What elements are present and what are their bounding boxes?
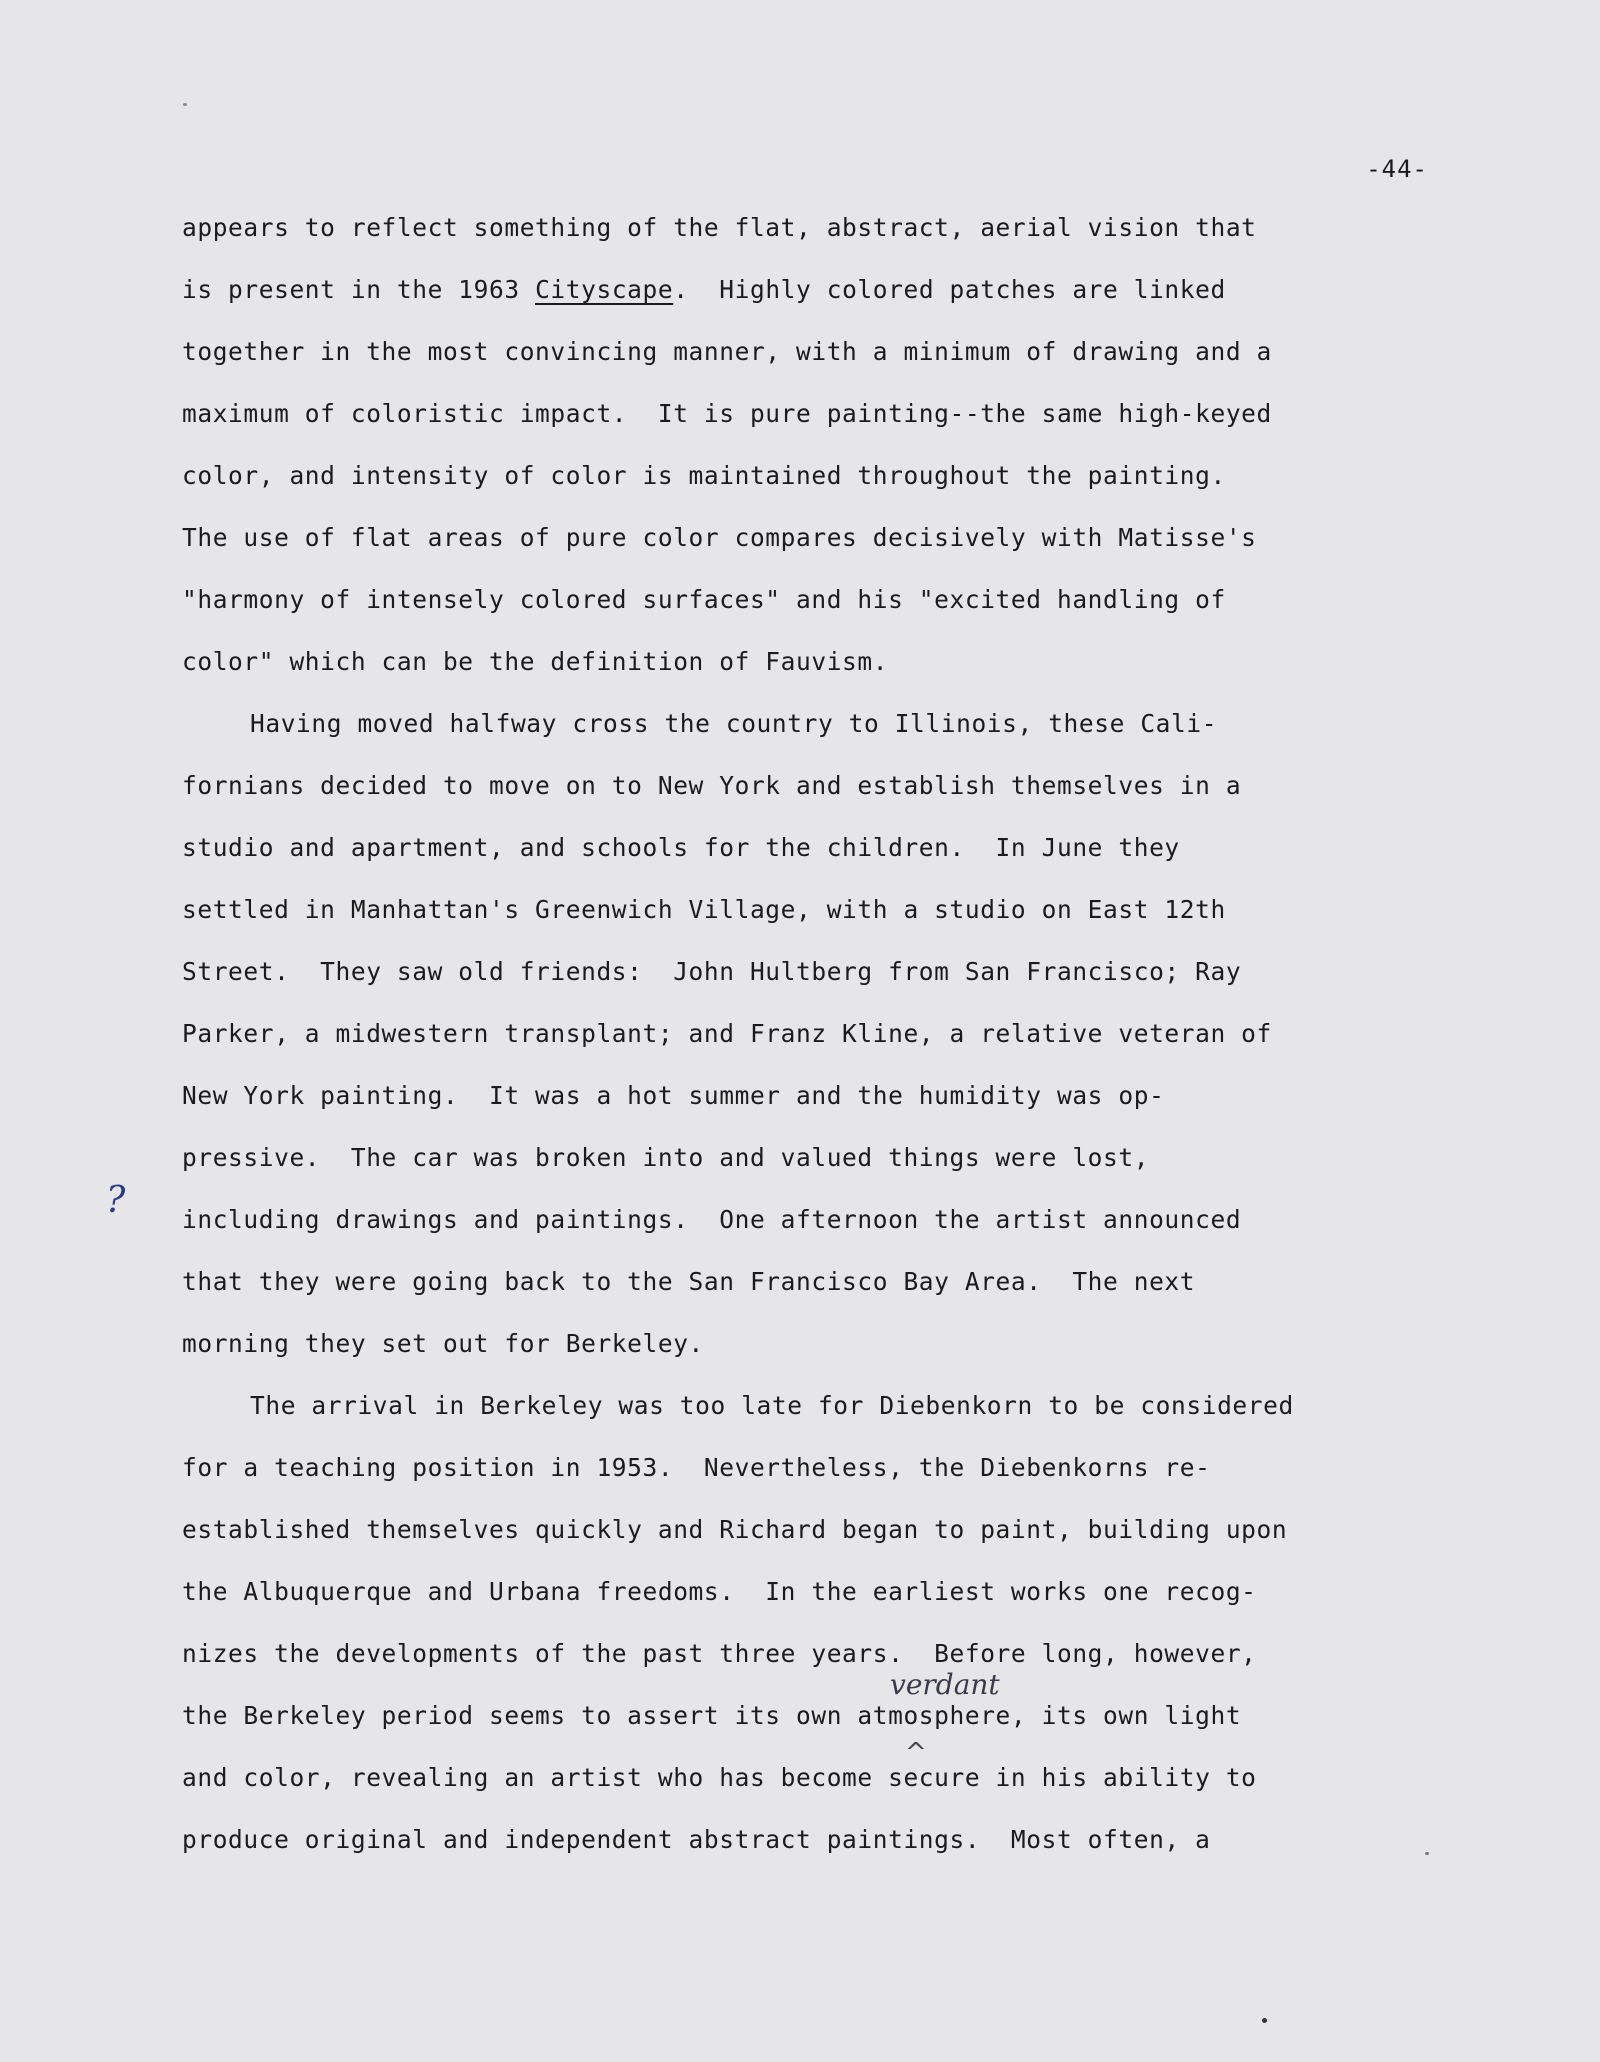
scan-speck — [183, 103, 187, 106]
paragraph-1 — [182, 197, 1422, 693]
text-line: and color, revealing an artist who has become secure in his ability to — [182, 1763, 1257, 1792]
text-line: New York painting. It was a hot summer and the humidity was op- — [182, 1081, 1165, 1110]
text-fragment: is present in the 1963 — [182, 275, 536, 304]
text-line: together in the most convincing manner, with a minimum of drawing and a — [182, 337, 1272, 366]
text-line: the Berkeley period seems to assert its own atmosphere, its own light — [182, 1701, 1242, 1730]
text-fragment: . Highly colored patches are linked — [673, 275, 1226, 304]
text-line: that they were going back to the San Francisco Bay Area. The next — [182, 1267, 1196, 1296]
text-line: the Albuquerque and Urbana freedoms. In the earliest works one recog- — [182, 1577, 1257, 1606]
handwritten-margin-mark: ? — [106, 1180, 126, 1221]
text-line — [182, 259, 1422, 321]
text-line: including drawings and paintings. One afternoon the artist announced — [182, 1205, 1242, 1234]
text-line: Parker, a midwestern transplant; and Franz Kline, a relative veteran of — [182, 1019, 1272, 1048]
page-number: -44- — [1366, 155, 1428, 183]
text-line: settled in Manhattan's Greenwich Village, with a studio on East 12th — [182, 895, 1226, 924]
paragraph-2 — [182, 693, 1422, 1375]
text-line: maximum of coloristic impact. It is pure painting--the same high-keyed — [182, 399, 1272, 428]
text-line: The arrival in Berkeley was too late for Diebenkorn to be considered — [250, 1391, 1294, 1420]
text-line: morning they set out for Berkeley. — [182, 1329, 704, 1358]
text-line: for a teaching position in 1953. Nevertheless, the Diebenkorns re- — [182, 1453, 1211, 1482]
text-line: studio and apartment, and schools for the children. In June they — [182, 833, 1180, 862]
paragraph-3 — [182, 1375, 1422, 1871]
insertion-caret: ^ — [905, 1738, 927, 1768]
text-line: color" which can be the definition of Fauvism. — [182, 647, 889, 676]
text-line: nizes the developments of the past three years. Before long, however, — [182, 1639, 1257, 1668]
text-line: produce original and independent abstract paintings. Most often, a — [182, 1825, 1211, 1854]
scan-speck — [1425, 1852, 1429, 1855]
text-line: established themselves quickly and Richard began to paint, building upon — [182, 1515, 1288, 1544]
scan-speck — [1262, 2018, 1267, 2023]
text-line: appears to reflect something of the flat, abstract, aerial vision that — [182, 213, 1257, 242]
text-line: "harmony of intensely colored surfaces" and his "excited handling of — [182, 585, 1226, 614]
text-line: pressive. The car was broken into and valued things were lost, — [182, 1143, 1150, 1172]
text-line: Street. They saw old friends: John Hultberg from San Francisco; Ray — [182, 957, 1242, 986]
text-line: fornians decided to move on to New York and establish themselves in a — [182, 771, 1242, 800]
artwork-title: Cityscape — [535, 275, 674, 304]
text-line: Having moved halfway cross the country to Illinois, these Cali- — [250, 709, 1218, 738]
handwritten-insertion: verdant — [890, 1668, 1000, 1701]
text-line: The use of flat areas of pure color compares decisively with Matisse's — [182, 523, 1257, 552]
text-line: color, and intensity of color is maintained throughout the painting. — [182, 461, 1226, 490]
